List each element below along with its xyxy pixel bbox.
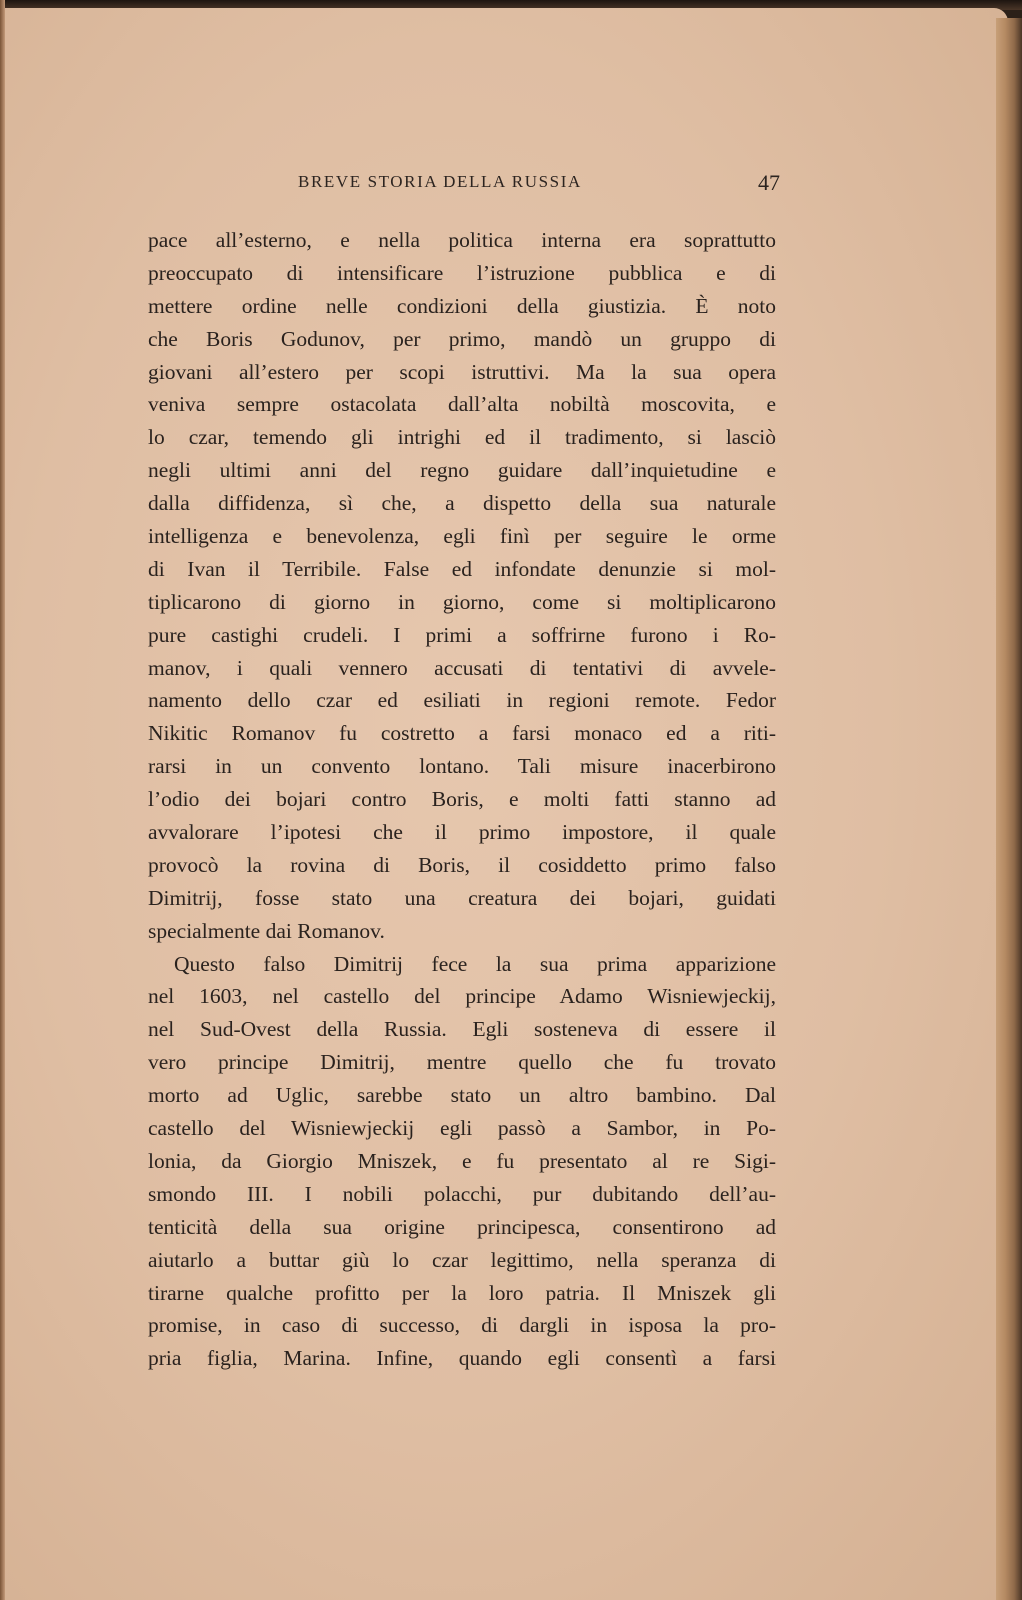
text-line: mettere ordine nelle condizioni della giustizia. È noto: [148, 293, 776, 318]
text-line: preoccupato di intensificare l’istruzione pubblica e di: [148, 260, 776, 285]
text-line: namento dello czar ed esiliati in regioni remote. Fedor: [148, 688, 776, 713]
text-line: specialmente dai Romanov.: [148, 918, 385, 943]
text-line: smondo III. I nobili polacchi, pur dubitando dell’au-: [148, 1181, 776, 1206]
text-line: manov, i quali vennero accusati di tentativi di avvele-: [148, 655, 776, 680]
text-line: dalla diffidenza, sì che, a dispetto della sua naturale: [148, 491, 776, 516]
text-line: l’odio dei bojari contro Boris, e molti fatti stanno ad: [148, 787, 776, 812]
text-line: promise, in caso di successo, di dargli in isposa la pro-: [148, 1313, 776, 1338]
text-line: pace all’esterno, e nella politica interna era soprattutto: [148, 228, 776, 252]
paragraph-first-line: Questo falso Dimitrij fece la sua prima apparizione: [174, 951, 776, 976]
text-line: negli ultimi anni del regno guidare dall’inquietudine e: [148, 458, 776, 483]
page-edge: [996, 18, 1022, 1600]
text-line: Dimitrij, fosse stato una creatura dei bojari, guidati: [148, 885, 776, 910]
text-line: Nikitic Romanov fu costretto a farsi monaco ed a riti-: [148, 721, 776, 746]
text-line: pria figlia, Marina. Infine, quando egli consentì a farsi: [148, 1346, 776, 1371]
running-head: [0, 170, 1022, 200]
text-line: tirarne qualche profitto per la loro patria. Il Mniszek gli: [148, 1280, 776, 1305]
text-line: vero principe Dimitrij, mentre quello che fu trovato: [148, 1050, 776, 1075]
text-line: tenticità della sua origine principesca, consentirono ad: [148, 1214, 776, 1239]
text-line: che Boris Godunov, per primo, mandò un gruppo di: [148, 326, 776, 351]
text-line: veniva sempre ostacolata dall’alta nobiltà moscovita, e: [148, 392, 776, 417]
text-line: provocò la rovina di Boris, il cosiddetto primo falso: [148, 852, 776, 877]
left-binding-edge: [0, 0, 5, 1600]
running-title: BREVE STORIA DELLA RUSSIA: [298, 172, 582, 191]
text-line: lonia, da Giorgio Mniszek, e fu presentato al re Sigi-: [148, 1148, 776, 1173]
text-line: lo czar, temendo gli intrighi ed il tradimento, si lasciò: [148, 425, 776, 450]
text-line: nel 1603, nel castello del principe Adamo Wisniewjeckij,: [148, 984, 776, 1009]
text-line: pure castighi crudeli. I primi a soffrirne furono i Ro-: [148, 622, 776, 647]
text-line: avvalorare l’ipotesi che il primo impostore, il quale: [148, 820, 776, 845]
text-line: tiplicarono di giorno in giorno, come si moltiplicarono: [148, 589, 776, 614]
text-line: di Ivan il Terribile. False ed infondate denunzie si mol-: [148, 556, 776, 581]
body-text: [148, 224, 776, 1375]
text-line: rarsi in un convento lontano. Tali misure inacerbirono: [148, 754, 776, 779]
text-line: nel Sud-Ovest della Russia. Egli sosteneva di essere il: [148, 1017, 776, 1042]
text-line: aiutarlo a buttar giù lo czar legittimo, nella speranza di: [148, 1247, 776, 1272]
text-line: giovani all’estero per scopi istruttivi. Ma la sua opera: [148, 359, 776, 384]
text-line: morto ad Uglic, sarebbe stato un altro bambino. Dal: [148, 1083, 776, 1108]
text-line: intelligenza e benevolenza, egli finì per seguire le orme: [148, 524, 776, 549]
text-line: castello del Wisniewjeckij egli passò a Sambor, in Po-: [148, 1116, 776, 1141]
page-number: 47: [758, 170, 780, 195]
